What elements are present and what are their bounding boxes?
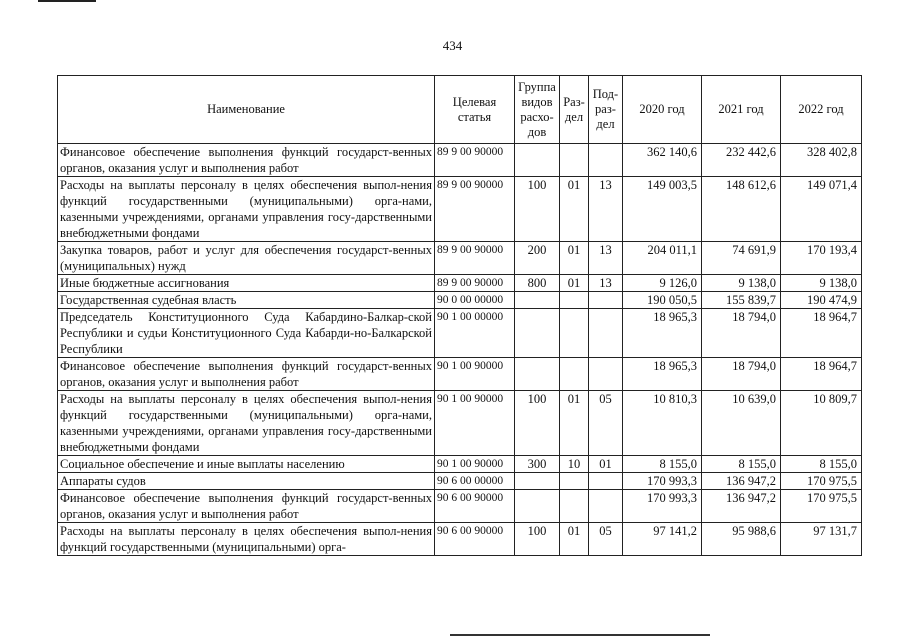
cell-subsection: 13 xyxy=(589,177,623,242)
cell-year-2022: 18 964,7 xyxy=(781,358,862,391)
cell-year-2020: 149 003,5 xyxy=(623,177,702,242)
cell-section xyxy=(560,473,589,490)
cell-name: Финансовое обеспечение выполнения функций государст-венных органов, оказания услуг и выполнения работ xyxy=(58,490,435,523)
cell-section: 01 xyxy=(560,242,589,275)
cell-target-article: 90 1 00 90000 xyxy=(435,391,515,456)
cell-year-2020: 18 965,3 xyxy=(623,358,702,391)
cell-target-article: 90 0 00 00000 xyxy=(435,292,515,309)
table-row xyxy=(58,358,862,391)
cell-year-2021: 9 138,0 xyxy=(702,275,781,292)
cell-year-2020: 170 993,3 xyxy=(623,473,702,490)
cell-expense-group xyxy=(515,292,560,309)
cell-expense-group xyxy=(515,490,560,523)
cell-expense-group: 800 xyxy=(515,275,560,292)
table-row xyxy=(58,275,862,292)
cell-name: Социальное обеспечение и иные выплаты населению xyxy=(58,456,435,473)
cell-section: 01 xyxy=(560,523,589,556)
table-row xyxy=(58,523,862,556)
cell-year-2022: 170 975,5 xyxy=(781,490,862,523)
table-header-row xyxy=(58,76,862,144)
cell-expense-group: 100 xyxy=(515,391,560,456)
cell-subsection xyxy=(589,309,623,358)
cell-year-2020: 10 810,3 xyxy=(623,391,702,456)
cell-year-2022: 8 155,0 xyxy=(781,456,862,473)
cell-subsection: 13 xyxy=(589,242,623,275)
cell-year-2020: 8 155,0 xyxy=(623,456,702,473)
cell-expense-group: 300 xyxy=(515,456,560,473)
budget-allocation-table xyxy=(57,75,862,556)
scan-artifact-line xyxy=(38,0,96,2)
cell-expense-group xyxy=(515,144,560,177)
cell-year-2022: 10 809,7 xyxy=(781,391,862,456)
cell-year-2022: 190 474,9 xyxy=(781,292,862,309)
cell-year-2020: 190 050,5 xyxy=(623,292,702,309)
cell-target-article: 90 6 00 00000 xyxy=(435,473,515,490)
table-body xyxy=(58,144,862,556)
cell-name: Расходы на выплаты персоналу в целях обеспечения выпол-нения функций государственными (муниципальными) орга- xyxy=(58,523,435,556)
table-row xyxy=(58,490,862,523)
cell-year-2020: 170 993,3 xyxy=(623,490,702,523)
cell-year-2021: 136 947,2 xyxy=(702,473,781,490)
cell-expense-group: 100 xyxy=(515,523,560,556)
cell-section xyxy=(560,490,589,523)
cell-year-2021: 8 155,0 xyxy=(702,456,781,473)
header-name: Наименование xyxy=(58,76,435,144)
cell-section xyxy=(560,292,589,309)
cell-section: 01 xyxy=(560,275,589,292)
table-row xyxy=(58,456,862,473)
table-row xyxy=(58,144,862,177)
cell-year-2021: 18 794,0 xyxy=(702,309,781,358)
cell-target-article: 90 6 00 90000 xyxy=(435,490,515,523)
cell-year-2022: 328 402,8 xyxy=(781,144,862,177)
cell-year-2022: 149 071,4 xyxy=(781,177,862,242)
cell-year-2021: 148 612,6 xyxy=(702,177,781,242)
cell-name: Финансовое обеспечение выполнения функций государст-венных органов, оказания услуг и выполнения работ xyxy=(58,358,435,391)
cell-year-2022: 170 975,5 xyxy=(781,473,862,490)
cell-year-2020: 204 011,1 xyxy=(623,242,702,275)
table-row xyxy=(58,309,862,358)
cell-section xyxy=(560,309,589,358)
cell-name: Расходы на выплаты персоналу в целях обеспечения выпол-нения функций государственными (муниципальными) орга-нами, казенными учреждениями, органами управления госу-дарственными внебюджетными фондами xyxy=(58,177,435,242)
cell-name: Финансовое обеспечение выполнения функций государст-венных органов, оказания услуг и выполнения работ xyxy=(58,144,435,177)
cell-section: 01 xyxy=(560,391,589,456)
cell-target-article: 89 9 00 90000 xyxy=(435,275,515,292)
table-row xyxy=(58,177,862,242)
page-number: 434 xyxy=(442,38,463,53)
cell-target-article: 89 9 00 90000 xyxy=(435,177,515,242)
header-year-2022: 2022 год xyxy=(781,76,862,144)
cell-year-2022: 170 193,4 xyxy=(781,242,862,275)
cell-subsection: 05 xyxy=(589,391,623,456)
cell-year-2021: 232 442,6 xyxy=(702,144,781,177)
table-row xyxy=(58,242,862,275)
cell-year-2021: 155 839,7 xyxy=(702,292,781,309)
cell-subsection: 13 xyxy=(589,275,623,292)
header-year-2021: 2021 год xyxy=(702,76,781,144)
cell-subsection xyxy=(589,473,623,490)
cell-name: Иные бюджетные ассигнования xyxy=(58,275,435,292)
cell-subsection: 01 xyxy=(589,456,623,473)
cell-year-2022: 9 138,0 xyxy=(781,275,862,292)
cell-section: 01 xyxy=(560,177,589,242)
cell-name: Председатель Конституционного Суда Кабардино-Балкар-ской Республики и судьи Конституционного Суда Кабарди-но-Балкарской Республики xyxy=(58,309,435,358)
cell-subsection xyxy=(589,292,623,309)
cell-name: Государственная судебная власть xyxy=(58,292,435,309)
table-row xyxy=(58,292,862,309)
cell-year-2020: 18 965,3 xyxy=(623,309,702,358)
header-target-article: Целевая статья xyxy=(435,76,515,144)
cell-year-2020: 362 140,6 xyxy=(623,144,702,177)
cell-year-2021: 10 639,0 xyxy=(702,391,781,456)
cell-year-2022: 97 131,7 xyxy=(781,523,862,556)
cell-target-article: 89 9 00 90000 xyxy=(435,242,515,275)
cell-name: Закупка товаров, работ и услуг для обеспечения государст-венных (муниципальных) нужд xyxy=(58,242,435,275)
table-row xyxy=(58,391,862,456)
cell-target-article: 90 1 00 90000 xyxy=(435,358,515,391)
cell-subsection: 05 xyxy=(589,523,623,556)
cell-target-article: 89 9 00 90000 xyxy=(435,144,515,177)
cell-name: Аппараты судов xyxy=(58,473,435,490)
cell-year-2021: 18 794,0 xyxy=(702,358,781,391)
cell-subsection xyxy=(589,490,623,523)
cell-expense-group: 100 xyxy=(515,177,560,242)
scan-artifact-line xyxy=(450,634,710,636)
cell-target-article: 90 6 00 90000 xyxy=(435,523,515,556)
cell-target-article: 90 1 00 90000 xyxy=(435,456,515,473)
cell-subsection xyxy=(589,358,623,391)
header-section: Раз-дел xyxy=(560,76,589,144)
cell-year-2021: 136 947,2 xyxy=(702,490,781,523)
cell-year-2020: 97 141,2 xyxy=(623,523,702,556)
cell-expense-group xyxy=(515,473,560,490)
cell-expense-group xyxy=(515,358,560,391)
cell-expense-group: 200 xyxy=(515,242,560,275)
cell-section: 10 xyxy=(560,456,589,473)
header-expense-group: Группа видов расхо-дов xyxy=(515,76,560,144)
cell-year-2021: 74 691,9 xyxy=(702,242,781,275)
header-year-2020: 2020 год xyxy=(623,76,702,144)
cell-name: Расходы на выплаты персоналу в целях обеспечения выпол-нения функций государственными (муниципальными) орга-нами, казенными учреждениями, органами управления госу-дарственными внебюджетными фондами xyxy=(58,391,435,456)
cell-section xyxy=(560,144,589,177)
cell-year-2022: 18 964,7 xyxy=(781,309,862,358)
table-row xyxy=(58,473,862,490)
cell-section xyxy=(560,358,589,391)
header-subsection: Под-раз-дел xyxy=(589,76,623,144)
cell-year-2020: 9 126,0 xyxy=(623,275,702,292)
cell-expense-group xyxy=(515,309,560,358)
cell-year-2021: 95 988,6 xyxy=(702,523,781,556)
cell-subsection xyxy=(589,144,623,177)
cell-target-article: 90 1 00 00000 xyxy=(435,309,515,358)
